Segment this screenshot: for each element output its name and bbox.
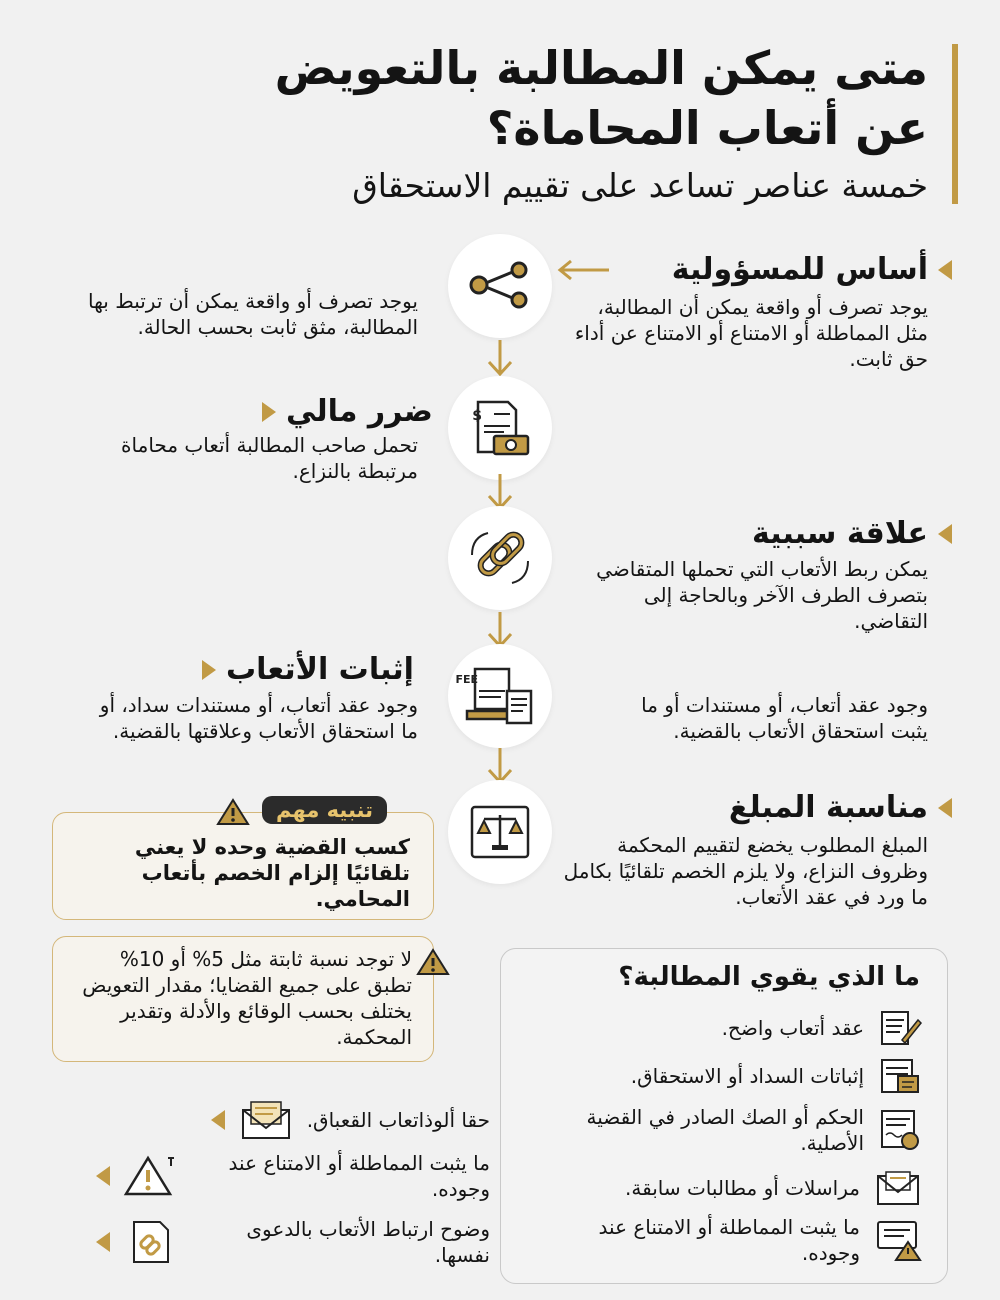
section-fees-proof-heading	[202, 650, 414, 690]
link-document-icon	[124, 1220, 178, 1264]
left-list-item	[80, 1150, 490, 1202]
strengthen-item	[512, 1168, 922, 1208]
left-list-item-label: ما يثبت المماطلة أو الامتناع عند وجوده.	[228, 1151, 490, 1201]
warning-triangle-icon	[416, 948, 450, 976]
fee-document-icon	[448, 644, 552, 748]
warning-triangle-icon	[124, 1154, 178, 1198]
page-title-line1: متى يمكن المطالبة بالتعويض	[274, 41, 928, 95]
down-arrow-icon	[485, 338, 515, 378]
note-text: لا توجد نسبة ثابتة مثل 5% أو 10% تطبق على جميع القضايا؛ مقدار التعويض يختلف بحسب الوقائع والأدلة وتقدير المحكمة.	[82, 947, 412, 1049]
header-accent-bar	[952, 44, 958, 204]
heading-marker-icon	[262, 402, 276, 422]
section-liability-heading	[672, 250, 952, 290]
left-list-item-label: حقا ألوذاتعاب القعباق.	[306, 1108, 490, 1132]
strengthen-panel-title: ما الذي يقوي المطالبة؟	[618, 962, 920, 992]
strengthen-item	[512, 1056, 922, 1096]
section-fees-proof-right-text: وجود عقد أتعاب، أو مستندات أو ما يثبت استحقاق الأتعاب بالقضية.	[641, 693, 928, 743]
section-causation-text: يمكن ربط الأتعاب التي تحملها المتقاضي بتصرف الطرف الآخر وبالحاجة إلى التقاضي.	[596, 557, 928, 633]
warning-badge: تنبيه مهم	[262, 796, 387, 824]
section-causation-title: علاقة سببية	[752, 516, 928, 551]
left-list-arrow-icon	[96, 1166, 110, 1186]
receipt-icon	[878, 1056, 922, 1096]
svg-text:$: $	[472, 408, 482, 424]
section-financial-damage-title: ضرر مالي	[286, 394, 433, 429]
strengthen-item-label: عقد أتعاب واضح.	[721, 1016, 864, 1040]
scales-icon	[448, 780, 552, 884]
section-amount-title: مناسبة المبلغ	[728, 790, 928, 825]
section-liability-title: أساس للمسؤولية	[671, 252, 928, 287]
left-list-arrow-icon	[211, 1110, 225, 1130]
heading-marker-icon	[938, 260, 952, 280]
left-list-item-label: وضوح ارتباط الأتعاب بالدعوى نفسها.	[246, 1217, 490, 1267]
section-financial-damage-text: تحمل صاحب المطالبة أتعاب محاماة مرتبطة بالنزاع.	[121, 433, 418, 483]
page-subtitle: خمسة عناصر تساعد على تقييم الاستحقاق	[352, 166, 928, 205]
fee-label: FEE	[455, 673, 478, 686]
heading-marker-icon	[202, 660, 216, 680]
strengthen-item-label: الحكم أو الصك الصادر في القضية الأصلية.	[586, 1105, 864, 1155]
strengthen-item-label: ما يثبت المماطلة أو الامتناع عند وجوده.	[598, 1215, 860, 1265]
left-list-item	[110, 1100, 490, 1140]
envelope-doc-icon	[239, 1100, 293, 1140]
strengthen-item	[512, 1104, 922, 1156]
section-fees-proof-title: إثبات الأتعاب	[226, 652, 414, 687]
section-amount-heading	[729, 788, 952, 828]
share-nodes-icon	[448, 234, 552, 338]
section-liability-right-text: يوجد تصرف أو واقعة يمكن أن المطالبة، مثل المماطلة أو الامتناع أو الامتناع عن أداء حق ثابت.	[574, 295, 928, 371]
section-liability-left-text: يوجد تصرف أو واقعة يمكن أن ترتبط بها المطالبة، مثق ثابت بحسب الحالة.	[87, 289, 418, 339]
page-title-line2: عن أتعاب المحاماة؟	[486, 101, 928, 155]
envelope-icon	[874, 1168, 922, 1208]
contract-pen-icon	[878, 1008, 922, 1048]
chain-link-icon	[448, 506, 552, 610]
strengthen-item	[512, 1214, 922, 1266]
strengthen-item-label: إثباتات السداد أو الاستحقاق.	[630, 1064, 864, 1088]
left-pointing-arrow-icon	[555, 258, 611, 282]
section-financial-damage-heading	[262, 392, 433, 432]
strengthen-item	[512, 1008, 922, 1048]
warning-message-icon	[874, 1218, 922, 1262]
strengthen-item-label: مراسلات أو مطالبات سابقة.	[625, 1176, 860, 1200]
left-list-arrow-icon	[96, 1232, 110, 1252]
heading-marker-icon	[938, 524, 952, 544]
section-amount-text: المبلغ المطلوب يخضع لتقييم المحكمة وظروف النزاع، ولا يلزم الخصم تلقائيًا بكامل ما ورد في عقد الأتعاب.	[563, 833, 928, 909]
section-causation-heading	[752, 514, 952, 554]
heading-marker-icon	[938, 798, 952, 818]
section-fees-proof-left-text: وجود عقد أتعاب، أو مستندات سداد، أو ما استحقاق الأتعاب وعلاقتها بالقضية.	[99, 693, 418, 743]
warning-text: كسب القضية وحده لا يعني تلقائيًا إلزام الخصم بأتعاب المحامي.	[134, 835, 410, 911]
left-list-item	[80, 1216, 490, 1268]
invoice-icon	[448, 376, 552, 480]
certificate-icon	[878, 1107, 922, 1153]
warning-triangle-icon	[216, 798, 250, 826]
